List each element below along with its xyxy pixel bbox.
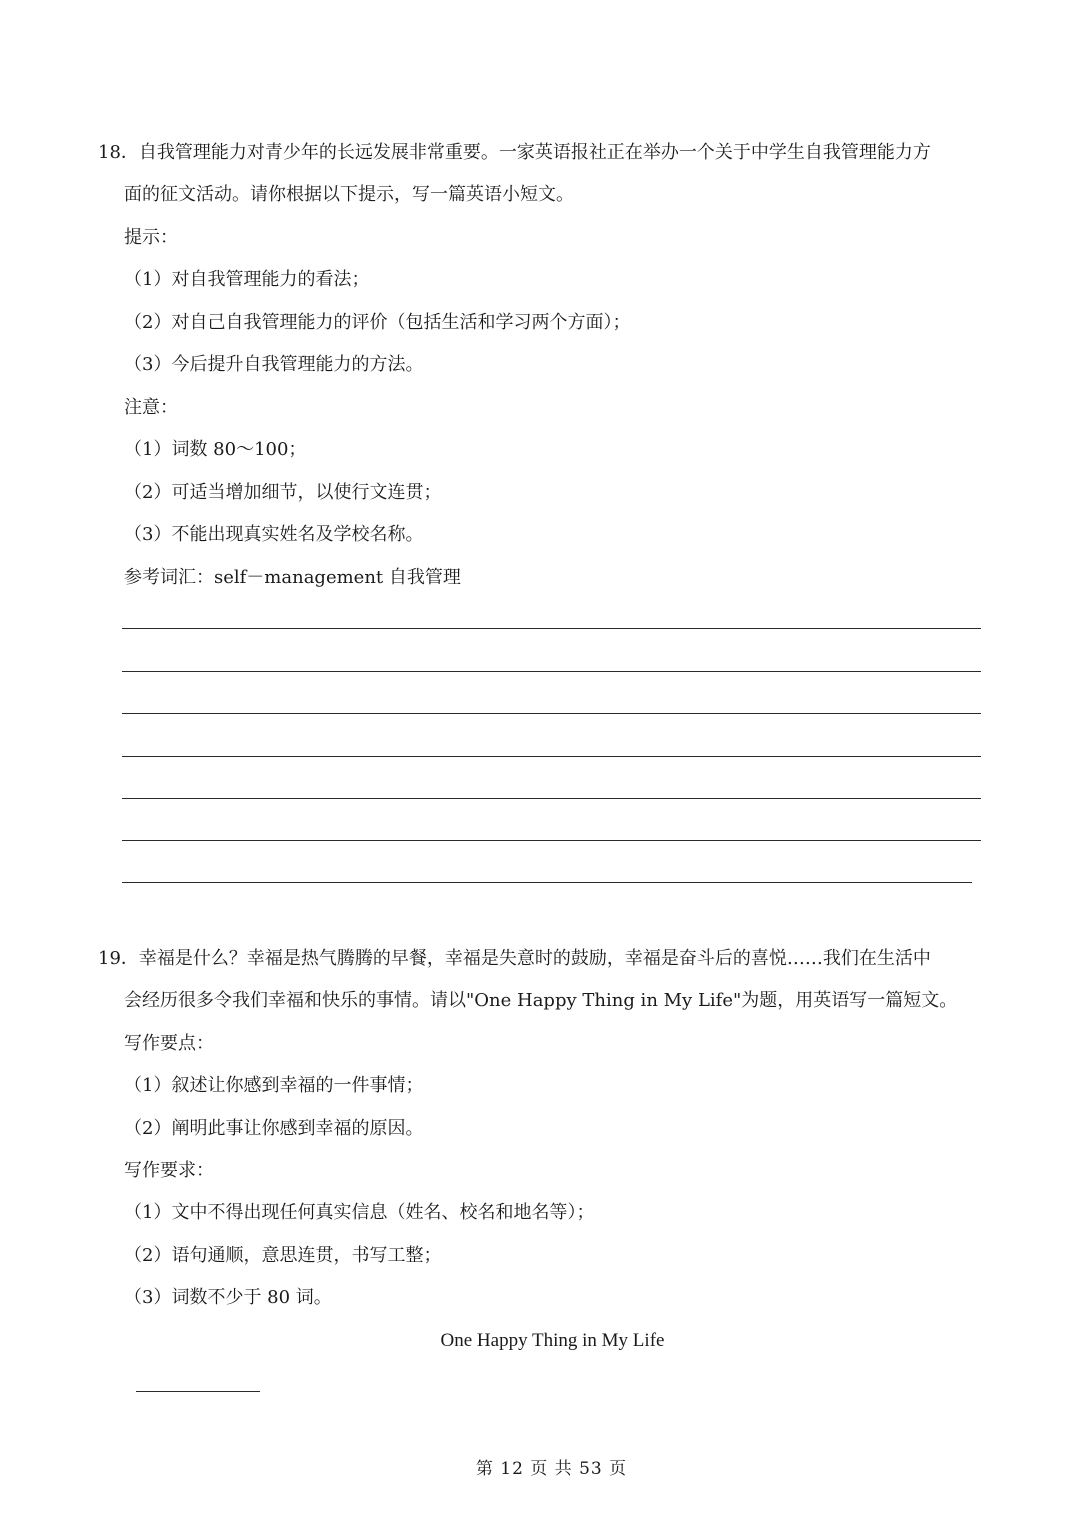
answer-line[interactable] bbox=[122, 798, 981, 799]
answer-line[interactable] bbox=[122, 840, 981, 841]
q19-requirement-3: （3）词数不少于 80 词。 bbox=[124, 1287, 332, 1308]
q19-prompt-line1: 19．幸福是什么？幸福是热气腾腾的早餐，幸福是失意时的鼓励，幸福是奋斗后的喜悦……我们在生活中 bbox=[98, 948, 931, 969]
q18-hint-1: （1）对自我管理能力的看法； bbox=[124, 269, 370, 290]
q18-hint-label: 提示： bbox=[124, 227, 178, 248]
answer-line[interactable] bbox=[122, 882, 972, 883]
answer-line[interactable] bbox=[122, 671, 981, 672]
q18-note-1: （1）词数 80～100； bbox=[124, 439, 307, 460]
q18-hint-2: （2）对自己自我管理能力的评价（包括生活和学习两个方面）； bbox=[124, 312, 631, 333]
answer-line[interactable] bbox=[122, 713, 981, 714]
q18-note-3: （3）不能出现真实姓名及学校名称。 bbox=[124, 524, 424, 545]
page-number: 第 12 页 共 53 页 bbox=[475, 1459, 628, 1479]
q19-points-label: 写作要点： bbox=[124, 1033, 214, 1054]
q18-prompt-line1: 18．自我管理能力对青少年的长远发展非常重要。一家英语报社正在举办一个关于中学生自我管理能力方 bbox=[98, 142, 931, 163]
q19-point-1: （1）叙述让你感到幸福的一件事情； bbox=[124, 1075, 424, 1096]
q18-note-label: 注意： bbox=[124, 397, 178, 418]
q19-point-2: （2）阐明此事让你感到幸福的原因。 bbox=[124, 1118, 424, 1139]
q19-req-label: 写作要求： bbox=[124, 1160, 214, 1181]
q19-requirement-2: （2）语句通顺，意思连贯，书写工整； bbox=[124, 1245, 442, 1266]
q18-hint-3: （3）今后提升自我管理能力的方法。 bbox=[124, 354, 424, 375]
essay-title: One Happy Thing in My Life bbox=[440, 1330, 665, 1351]
q18-prompt-line2: 面的征文活动。请你根据以下提示，写一篇英语小短文。 bbox=[124, 184, 574, 205]
q19-prompt-line2: 会经历很多令我们幸福和快乐的事情。请以"One Happy Thing in My Life"为题，用英语写一篇短文。 bbox=[124, 990, 958, 1011]
q18-vocab: 参考词汇：self－management 自我管理 bbox=[124, 567, 461, 588]
answer-line[interactable] bbox=[122, 756, 981, 757]
q18-note-2: （2）可适当增加细节，以使行文连贯； bbox=[124, 482, 442, 503]
answer-line[interactable] bbox=[136, 1391, 260, 1392]
q19-requirement-1: （1）文中不得出现任何真实信息（姓名、校名和地名等）； bbox=[124, 1202, 595, 1223]
answer-line[interactable] bbox=[122, 628, 981, 629]
